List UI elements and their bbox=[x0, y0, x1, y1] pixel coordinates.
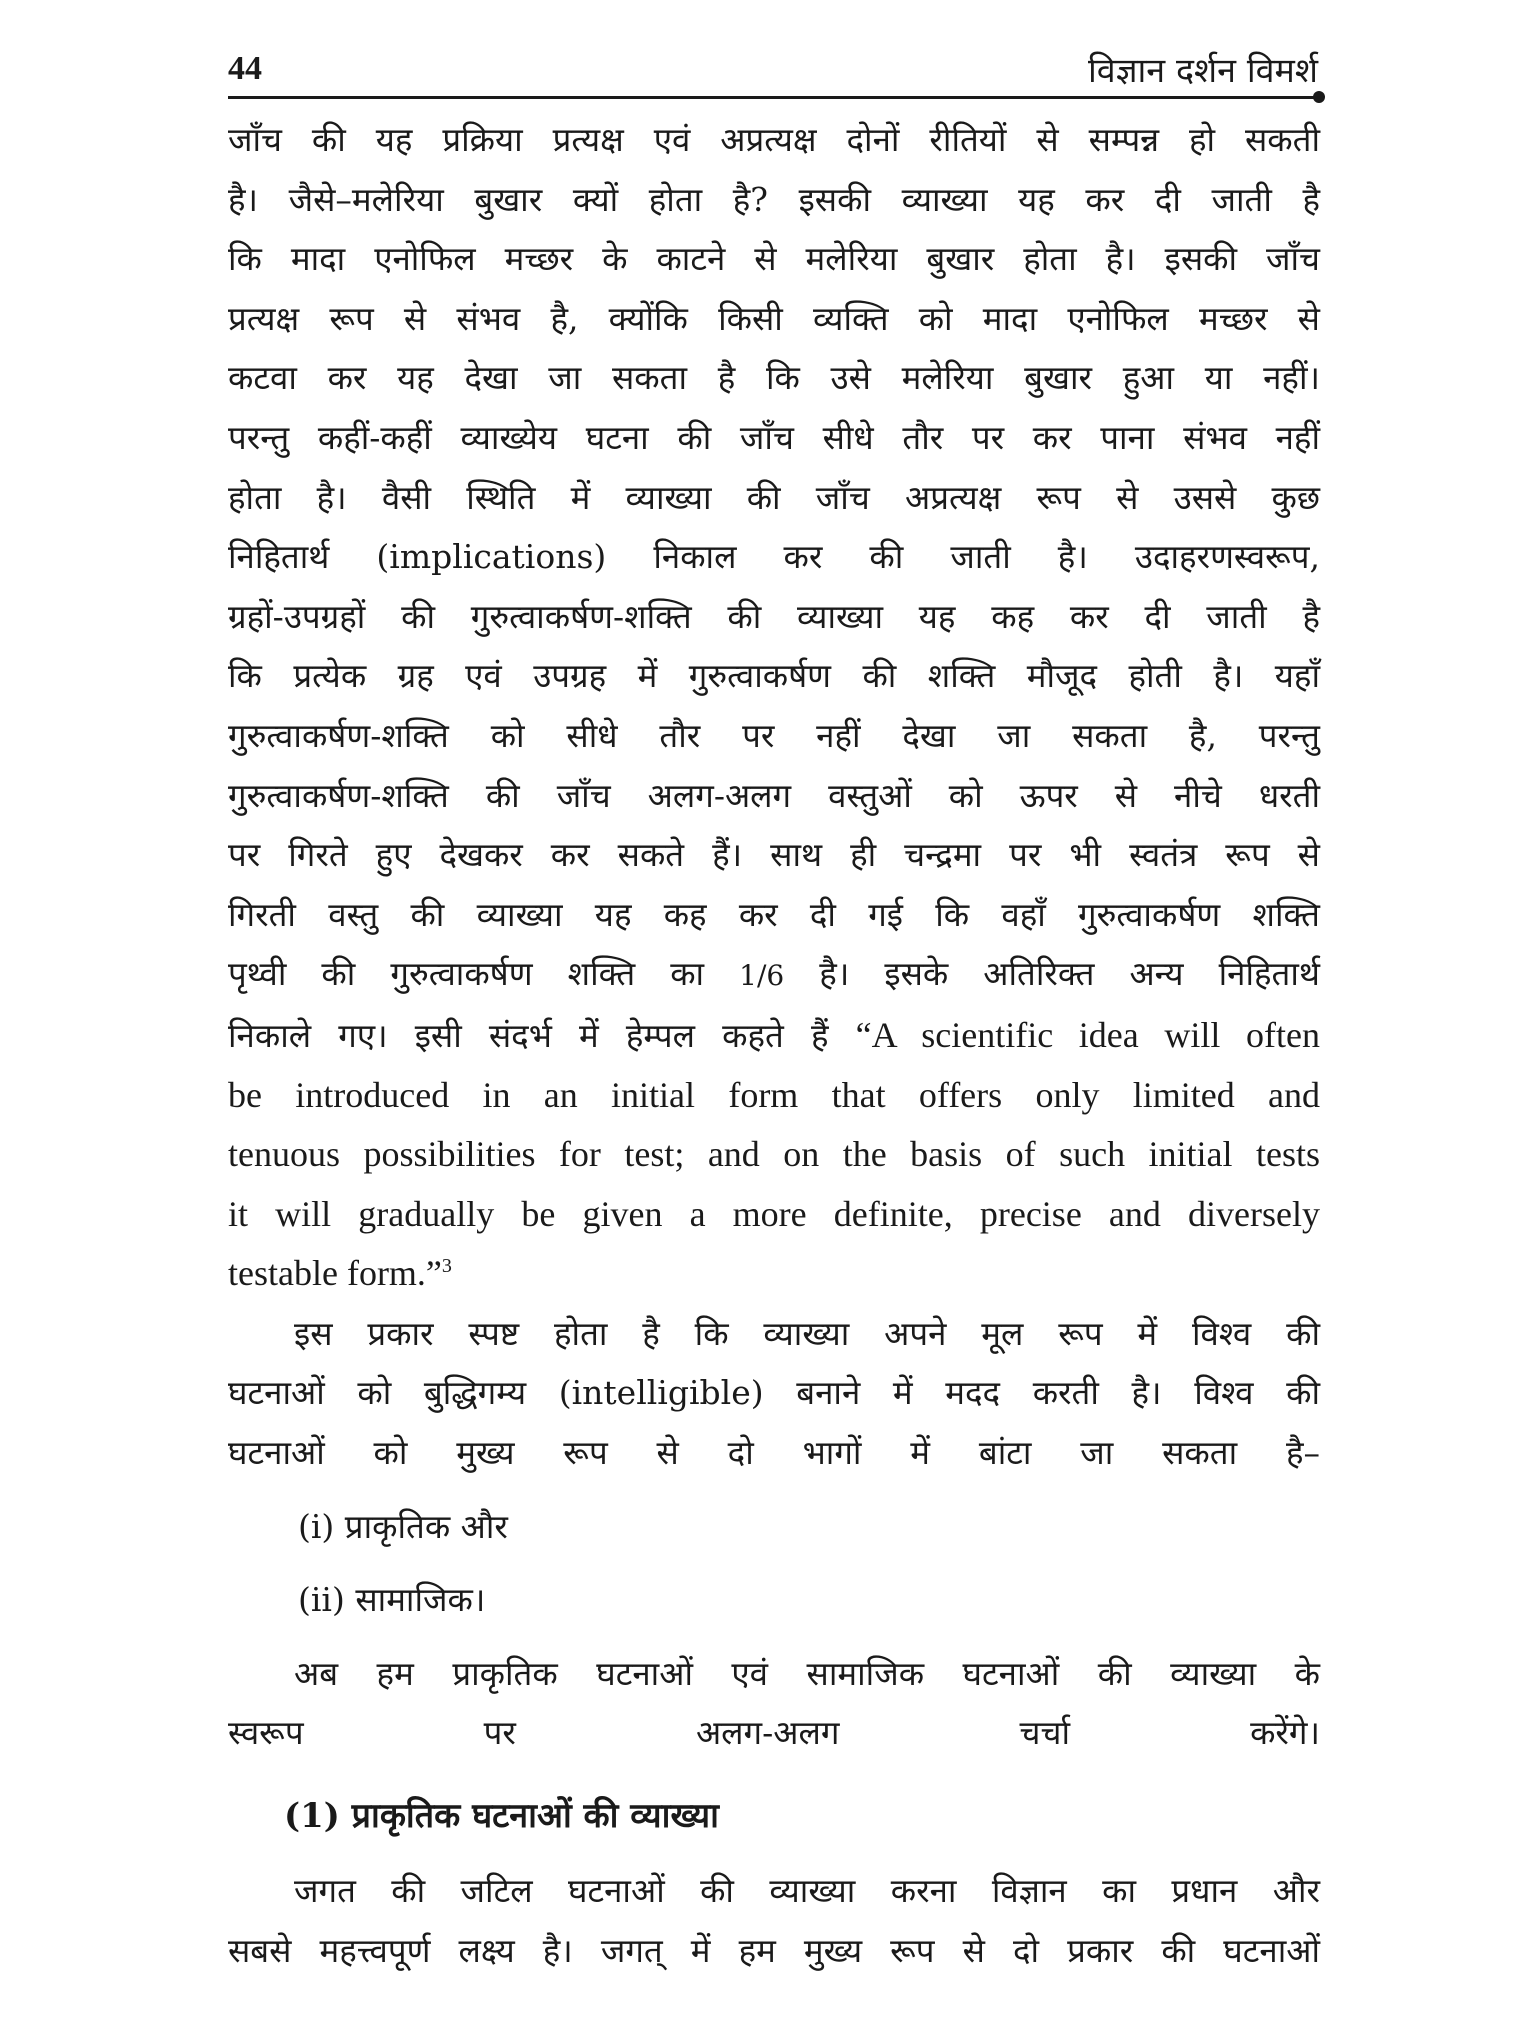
spacer bbox=[228, 1763, 1320, 1785]
fraction-one-sixth: 1/6 bbox=[739, 959, 785, 993]
paragraph-3 bbox=[228, 1644, 1320, 1763]
section-heading: (1) प्राकृतिक घटनाओं की व्याख्या bbox=[284, 1796, 719, 1837]
text-line: प्रत्यक्ष रूप से संभव है, क्योंकि किसी व्यक्ति को मादा एनोफिल मच्छर से bbox=[228, 298, 1320, 338]
text-line: परन्तु कहीं-कहीं व्याख्येय घटना की जाँच सीधे तौर पर कर पाना संभव नहीं bbox=[228, 417, 1320, 457]
text-line: पर गिरते हुए देखकर कर सकते हैं। साथ ही चन्द्रमा पर भी स्वतंत्र रूप से bbox=[228, 835, 1320, 875]
page-number: 44 bbox=[228, 50, 262, 87]
quote-end: testable form.” bbox=[228, 1253, 442, 1294]
text-line: स्वरूप पर अलग-अलग चर्चा करेंगे। bbox=[228, 1713, 1320, 1753]
text-line: घटनाओं को बुद्धिगम्य (intelligible) बनाने में मदद करती है। विश्व की bbox=[228, 1373, 1320, 1413]
quote-line: be introduced in an initial form that offers only limited and bbox=[228, 1074, 1320, 1115]
fraction-line-after: है। इसके अतिरिक्त अन्य निहितार्थ bbox=[784, 954, 1320, 994]
text-line: कि मादा एनोफिल मच्छर के काटने से मलेरिया बुखार होता है। इसकी जाँच bbox=[228, 239, 1320, 279]
text-line: अब हम प्राकृतिक घटनाओं एवं सामाजिक घटनाओं की व्याख्या के bbox=[294, 1653, 1320, 1693]
text-line: है। जैसे–मलेरिया बुखार क्यों होता है? इसकी व्याख्या यह कर दी जाती है bbox=[228, 179, 1320, 219]
footnote-marker: 3 bbox=[441, 1255, 452, 1278]
quote-line: tenuous possibilities for test; and on the basis of such initial tests bbox=[228, 1134, 1320, 1175]
text-line: कटवा कर यह देखा जा सकता है कि उसे मलेरिया बुखार हुआ या नहीं। bbox=[228, 358, 1320, 398]
page-header bbox=[228, 40, 1320, 92]
quote-line: “A scientific idea will often bbox=[855, 1014, 1320, 1055]
spacer bbox=[228, 1847, 1320, 1861]
paragraph-2 bbox=[228, 1304, 1320, 1483]
quote-intro: निकाले गए। इसी संदर्भ में हेम्पल कहते हैं bbox=[228, 1015, 856, 1055]
page-body bbox=[228, 110, 1320, 1980]
text-line: घटनाओं को मुख्य रूप से दो भागों में बांटा जा सकता है– bbox=[228, 1433, 1320, 1473]
list-item-natural: (i) प्राकृतिक और bbox=[298, 1506, 508, 1546]
text-line-fraction bbox=[228, 944, 1320, 1006]
list-item-social: (ii) सामाजिक। bbox=[298, 1580, 486, 1620]
text-line: कि प्रत्येक ग्रह एवं उपग्रह में गुरुत्वाकर्षण की शक्ति मौजूद होती है। यहाँ bbox=[228, 656, 1320, 696]
text-line: गिरती वस्तु की व्याख्या यह कह कर दी गई कि वहाँ गुरुत्वाकर्षण शक्ति bbox=[228, 894, 1320, 934]
paragraph-4 bbox=[228, 1861, 1320, 1980]
header-rule-end-dot bbox=[1313, 91, 1325, 103]
hempel-quote bbox=[228, 1066, 1320, 1304]
paragraph-1 bbox=[228, 110, 1320, 1066]
text-line: गुरुत्वाकर्षण-शक्ति की जाँच अलग-अलग वस्तुओं को ऊपर से नीचे धरती bbox=[228, 775, 1320, 815]
quote-line: it will gradually be given a more definite, precise and diversely bbox=[228, 1193, 1320, 1234]
spacer bbox=[228, 1630, 1320, 1644]
text-line-quote-intro bbox=[228, 1006, 1320, 1066]
header-rule bbox=[228, 96, 1318, 99]
spacer bbox=[228, 1556, 1320, 1570]
spacer bbox=[228, 1483, 1320, 1497]
running-title: विज्ञान दर्शन विमर्श bbox=[1087, 51, 1318, 91]
text-line: निहितार्थ (implications) निकाल कर की जाती है। उदाहरणस्वरूप, bbox=[228, 537, 1320, 577]
text-line: जगत की जटिल घटनाओं की व्याख्या करना विज्ञान का प्रधान और bbox=[294, 1871, 1320, 1911]
text-line: होता है। वैसी स्थिति में व्याख्या की जाँच अप्रत्यक्ष रूप से उससे कुछ bbox=[228, 477, 1320, 517]
fraction-line-before: पृथ्वी की गुरुत्वाकर्षण शक्ति का bbox=[228, 954, 740, 994]
text-line: ग्रहों-उपग्रहों की गुरुत्वाकर्षण-शक्ति की व्याख्या यह कह कर दी जाती है bbox=[228, 596, 1320, 636]
text-line: इस प्रकार स्पष्ट होता है कि व्याख्या अपने मूल रूप में विश्व की bbox=[294, 1313, 1320, 1353]
text-line: गुरुत्वाकर्षण-शक्ति को सीधे तौर पर नहीं देखा जा सकता है, परन्तु bbox=[228, 715, 1320, 755]
text-line: जाँच की यह प्रक्रिया प्रत्यक्ष एवं अप्रत्यक्ष दोनों रीतियों से सम्पन्न हो सकती bbox=[228, 120, 1320, 159]
text-line: सबसे महत्त्वपूर्ण लक्ष्य है। जगत् में हम मुख्य रूप से दो प्रकार की घटनाओं bbox=[228, 1930, 1320, 1970]
quote-end-line bbox=[228, 1244, 1320, 1304]
